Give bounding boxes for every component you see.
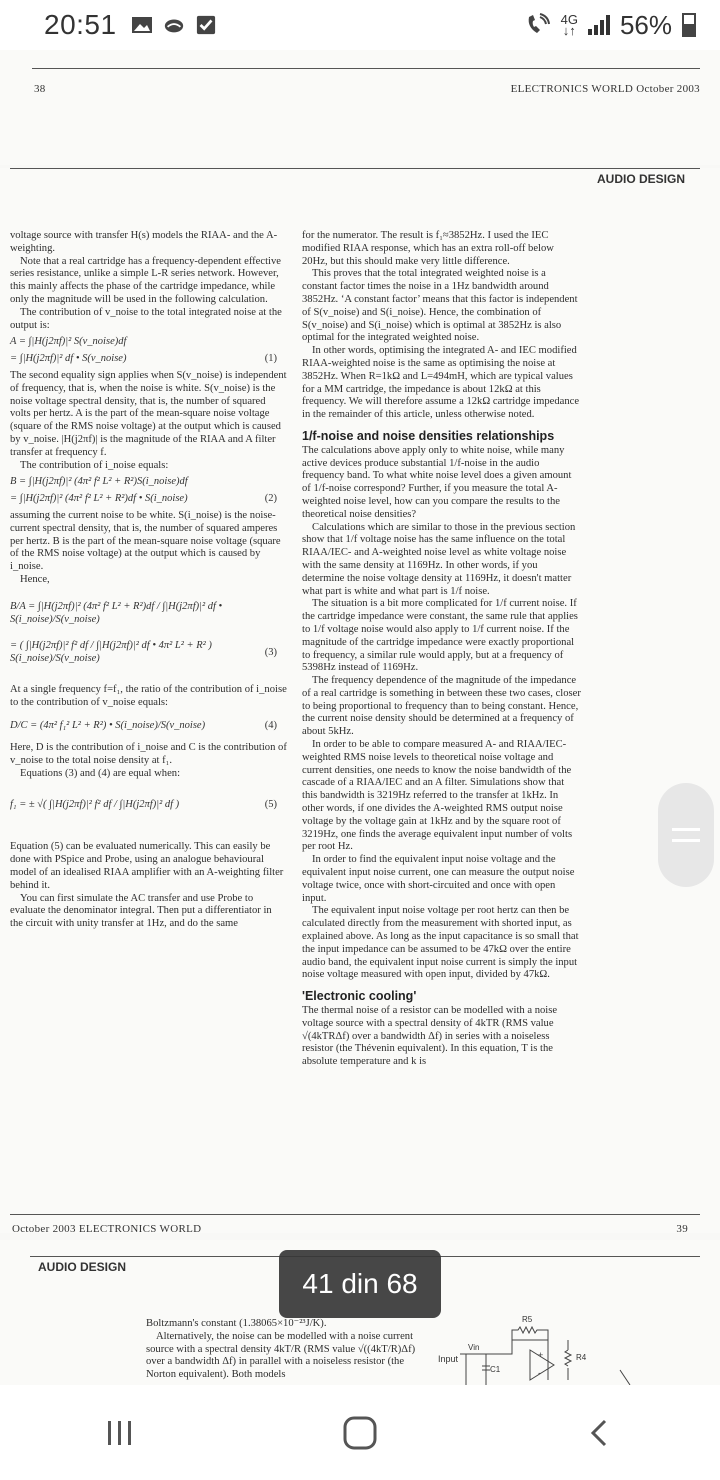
footer-rule [10,1214,700,1215]
paragraph: Boltzmann's constant (1.38065×10⁻²³J/K). [146,1318,327,1329]
footer-page-number: 39 [676,1223,688,1235]
paragraph: This proves that the total integrated weighted noise is a constant factor times the noise in a 1Hz bandwidth around 3852Hz. ‘A constant factor’ means that this factor is independent of S(v_noise) and S(i_noise). Hence, the combination of S(v_noise) and S(i_noise) which is optimal at 3852Hz is also optimal for the integrated weighted noise. [302,268,578,344]
circuit-label-r4: R4 [576,1353,587,1362]
paragraph: The equivalent input noise voltage per root hertz can then be calculated directly from the measurement with shorted input, as explained above. As long as the input capacitance is so small that the input impedance can be assumed to be 47kΩ over the entire audio band, the equivalent input noise current is simply the input noise voltage measured with open input, divided by 47kΩ. [302,905,579,981]
paragraph: assuming the current noise to be white. S(i_noise) is the noise-current spectral density, that is, the number of squared amperes per hertz. B is the part of the mean-square noise voltage (square of the RMS noise voltage) at the output which is caused by i_noise. [10,509,281,573]
svg-text:-: - [538,1368,541,1378]
circuit-label-input: Input [438,1354,459,1364]
battery-percent: 56% [619,9,672,40]
cloud-icon [163,15,185,35]
wifi-call-icon [525,13,551,37]
circuit-diagram [430,1310,690,1385]
home-button[interactable] [330,1403,390,1463]
document-viewport[interactable] [0,50,720,1385]
equation-3b: = ( ∫|H(j2πf)|² f² df / ∫|H(j2πf)|² df • 4π² L² + R² ) S(i_noise)/S(v_noise) (3) [10,640,277,665]
recents-button[interactable] [90,1403,150,1463]
header-title: ELECTRONICS WORLD October 2003 [510,83,700,95]
page-number-left: 38 [34,83,46,95]
paragraph: In order to be able to compare measured A- and RIAA/IEC-weighted RMS noise levels to theoretical noise voltage and current densities, one needs to know the noise bandwidth of the cascade of a RIAA/IEC and an A filter. Simulations show that this bandwidth is 3219Hz referred to the transfer at 1kHz. In other words, if one divides the A-weighted RMS output noise voltage by the voltage gain at 1kHz and by the square root of 3219Hz, one finds the average equivalent input number of volts per root Hz. [302,739,573,853]
page-40-text [146,1318,416,1382]
section-tag: AUDIO DESIGN [596,172,685,186]
page-counter: 41 din 68 [279,1250,441,1318]
recents-icon [102,1415,138,1451]
paragraph: Alternatively, the noise can be modelled with a noise current source with a spectral density 4kT/R (RMS value √((4kT/R)Δf) over a bandwidth Δf) in parallel with a noiseless resistor (the Norton equivalent). Both models [146,1330,416,1381]
header-rule [32,68,700,69]
paragraph: for the numerator. The result is f₁≈3852Hz. I used the IEC modified RIAA response, which has an extra roll-off below 20Hz, but this should make very little difference. [302,230,554,267]
paragraph: The contribution of i_noise equals: [20,459,169,471]
home-icon [340,1413,380,1453]
equation-2a: B = ∫|H(j2πf)|² (4π² f² L² + R²)S(i_noise)df [10,476,188,488]
paragraph: The contribution of v_noise to the total integrated noise at the output is: [10,306,282,331]
paragraph: The thermal noise of a resistor can be modelled with a noise voltage source with a spectral density of 4kTR (RMS value √(4kTRΔf) over a bandwidth Δf) in series with a noiseless resistor (the Thévenin equivalent). In this equation, T is the absolute temperature and k is [302,1005,558,1068]
equation-4: D/C = (4π² f₁² L² + R²) • S(i_noise)/S(v_noise) (4) [10,719,277,731]
network-type: 4G [560,12,578,27]
paragraph: voltage source with transfer H(s) models the RIAA- and the A-weighting. [10,230,278,254]
back-icon [582,1415,618,1451]
back-button[interactable] [570,1403,630,1463]
section-rule [10,168,700,169]
status-bar [0,0,720,50]
equation-1b: = ∫|H(j2πf)|² df • S(v_noise) (1) [10,353,277,365]
signal-icon [588,15,610,35]
network-indicator: 4G ↓↑ [560,12,578,38]
page-38-bottom [0,50,720,165]
right-column [302,230,582,1069]
paragraph: Equations (3) and (4) are equal when: [20,767,181,779]
paragraph: The calculations above apply only to white noise, while many active devices produce substantial 1/f-noise in the audio frequency band. To what white noise level does a given amount of 1/f-noise correspond? Further, if you measure the total A-weighted noise level, how can you compare the results to the theoretical noise densities? [302,444,572,520]
svg-text:+: + [538,1350,544,1360]
paragraph: Here, D is the contribution of i_noise and C is the contribution of v_noise to the total noise density at f₁. [10,742,287,767]
gallery-icon [131,15,153,35]
fast-scroll-handle[interactable] [658,783,714,887]
page-39 [0,168,720,1233]
battery-icon [682,13,696,37]
section-tag: AUDIO DESIGN [38,1260,127,1274]
equation-5: f₁ = ± √( ∫|H(j2πf)|² f² df / ∫|H(j2πf)|² df ) (5) [10,798,277,810]
paragraph: Note that a real cartridge has a frequency-dependent effective series resistance, unlike a simple L-R series network. However, this mainly affects the phase of the cartridge impedance, while only the magnitude will be used in the following calculation. [10,255,281,305]
paragraph: You can first simulate the AC transfer and use Probe to evaluate the denominator integral. Then put a differentiator in the circuit with unity transfer at 1Hz, and do the same [10,892,272,930]
equation-3a: B/A = ∫|H(j2πf)|² (4π² f² L² + R²)df / ∫|H(j2πf)|² df • S(i_noise)/S(v_noise) [10,600,223,625]
equation-1a: A = ∫|H(j2πf)|² S(v_noise)df [10,336,127,348]
equation-2b: = ∫|H(j2πf)|² (4π² f² L² + R²)df • S(i_noise) (2) [10,493,277,505]
circuit-label-c1: C1 [490,1365,501,1374]
footer-title: October 2003 ELECTRONICS WORLD [12,1223,202,1235]
circuit-label-r5: R5 [522,1315,533,1324]
status-time: 20:51 [44,9,117,40]
paragraph: Hence, [20,573,50,585]
download-check-icon [195,15,217,35]
navigation-bar [0,1385,720,1480]
paragraph: In order to find the equivalent input noise voltage and the equivalent input noise current, one can measure the output noise voltage twice, once with short-circuited and once with open input. [302,854,575,904]
subheading: 'Electronic cooling' [302,989,417,1004]
paragraph: The second equality sign applies when S(v_noise) is independent of frequency, that is, when the noise is white. S(v_noise) is the noise voltage spectral density, that is, the number of squared volts per hertz. A is the part of the mean-square noise voltage (square of the RMS noise voltage) at the output which is caused by v_noise. |H(j2πf)| is the magnitude of the RIAA and A filter transfer at frequency f. [10,369,287,458]
paragraph: The situation is a bit more complicated for 1/f current noise. If the cartridge impedance were constant, the same rule that applies to 1/f voltage noise would also apply to 1/f current noise. If the magnitude of the cartridge impedance were exactly proportional to frequency, a similar rule would apply, but at a frequency of 5398Hz instead of 1169Hz. [302,598,578,674]
left-column [10,230,287,931]
paragraph: At a single frequency f=f₁, the ratio of the contribution of i_noise to the contribution of v_noise equals: [10,683,287,708]
paragraph: Calculations which are similar to those in the previous section show that 1/f voltage noise has the same influence on the total RIAA/IEC- and A-weighted noise level as white voltage noise with the same density at 1169Hz. In other words, if you determine the noise voltage density at 1169Hz, it doesn't matter what part is white and what part is 1/f noise. [302,521,576,597]
circuit-label-vin: Vin [468,1343,480,1352]
paragraph: Equation (5) can be evaluated numerically. This can easily be done with PSpice and Probe, using an analogue behavioural model of an idealised RIAA amplifier with an A-weighting filter behind it. [10,841,284,891]
subheading: 1/f-noise and noise densities relationships [302,428,555,443]
paragraph: In other words, optimising the integrated A- and IEC modified RIAA-weighted noise is the same as optimising the noise at 3852Hz. When R=1kΩ and L=494mH, which are typical values for a MM cartridge, the impedance is about 12kΩ at this frequency. We will therefore assume a 12kΩ cartridge impedance in the remainder of this article, unless otherwise noted. [302,345,580,421]
paragraph: The frequency dependence of the magnitude of the impedance of a real cartridge is something in between these two cases, closer to being proportional to frequency than to being constant. Hence, the current noise density should be determined at a frequency of about 5kHz. [302,675,581,738]
